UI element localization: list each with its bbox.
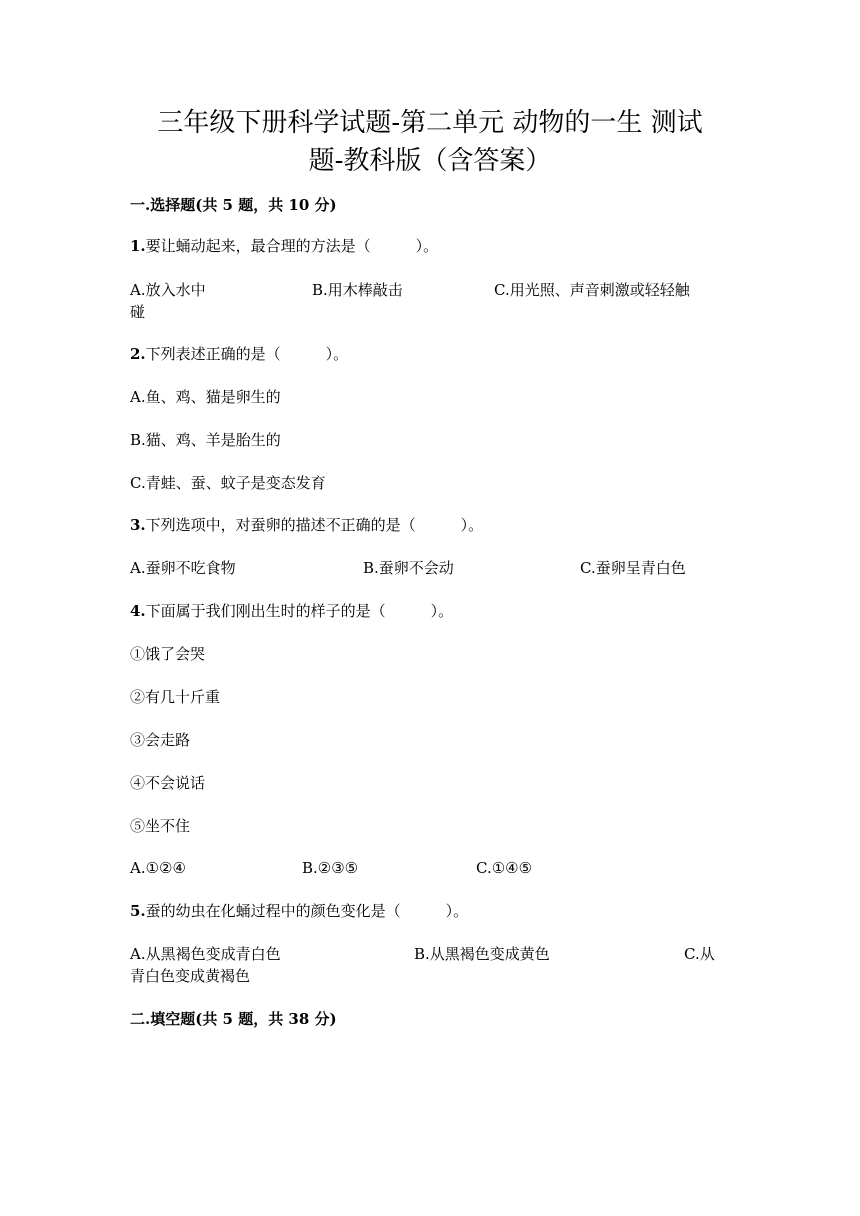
q3-option-a: A.蚕卵不吃食物 xyxy=(130,559,236,577)
question-4 xyxy=(130,600,730,622)
question-1 xyxy=(130,235,730,257)
q5-option-b: B.从黑褐色变成黄色 xyxy=(414,945,550,963)
q3-option-b: B.蚕卵不会动 xyxy=(363,559,454,577)
q1-option-b: B.用木棒敲击 xyxy=(312,281,403,299)
q5-option-c-wrap: 青白色变成黄褐色 xyxy=(130,967,251,985)
question-5 xyxy=(130,900,730,922)
q3-option-c: C.蚕卵呈青白色 xyxy=(580,559,686,577)
page-title xyxy=(130,104,730,180)
question-text: 要让蛹动起来，最合理的方法是（ ）。 xyxy=(145,237,439,255)
question-text: 下列选项中，对蚕卵的描述不正确的是（ ）。 xyxy=(145,516,484,534)
question-number: 1. xyxy=(130,237,146,255)
section-heading-choice: 一.选择题(共 5 题，共 10 分) xyxy=(130,196,337,214)
question-text: 蚕的幼虫在化蛹过程中的颜色变化是（ ）。 xyxy=(145,902,469,920)
q5-option-c: C.从 xyxy=(684,945,715,963)
q4-option-b: B.②③⑤ xyxy=(302,859,359,877)
q2-option-c: C.青蛙、蚕、蚊子是变态发育 xyxy=(130,474,326,492)
q4-statement-5: ⑤坐不住 xyxy=(130,817,191,835)
question-3 xyxy=(130,514,730,536)
q4-option-a: A.①②④ xyxy=(130,859,186,877)
q4-option-c: C.①④⑤ xyxy=(476,859,533,877)
title-line-1: 三年级下册科学试题-第二单元 动物的一生 测试 xyxy=(157,108,703,138)
question-number: 3. xyxy=(130,516,146,534)
q4-statement-4: ④不会说话 xyxy=(130,774,206,792)
q1-option-a: A.放入水中 xyxy=(130,281,206,299)
q2-option-b: B.猫、鸡、羊是胎生的 xyxy=(130,431,281,449)
q5-option-a: A.从黑褐色变成青白色 xyxy=(130,945,281,963)
q4-statement-2: ②有几十斤重 xyxy=(130,688,221,706)
q4-statement-3: ③会走路 xyxy=(130,731,191,749)
question-2 xyxy=(130,343,730,365)
question-number: 4. xyxy=(130,602,146,620)
title-line-2: 题-教科版（含答案） xyxy=(308,146,552,176)
question-number: 5. xyxy=(130,902,146,920)
q1-option-c: C.用光照、声音刺激或轻轻触 xyxy=(494,281,690,299)
q1-option-c-wrap: 碰 xyxy=(130,303,146,321)
question-text: 下列表述正确的是（ ）。 xyxy=(145,345,349,363)
q4-statement-1: ①饿了会哭 xyxy=(130,645,206,663)
question-number: 2. xyxy=(130,345,146,363)
question-text: 下面属于我们刚出生时的样子的是（ ）。 xyxy=(145,602,454,620)
q2-option-a: A.鱼、鸡、猫是卵生的 xyxy=(130,388,281,406)
section-heading-fill: 二.填空题(共 5 题，共 38 分) xyxy=(130,1010,337,1028)
